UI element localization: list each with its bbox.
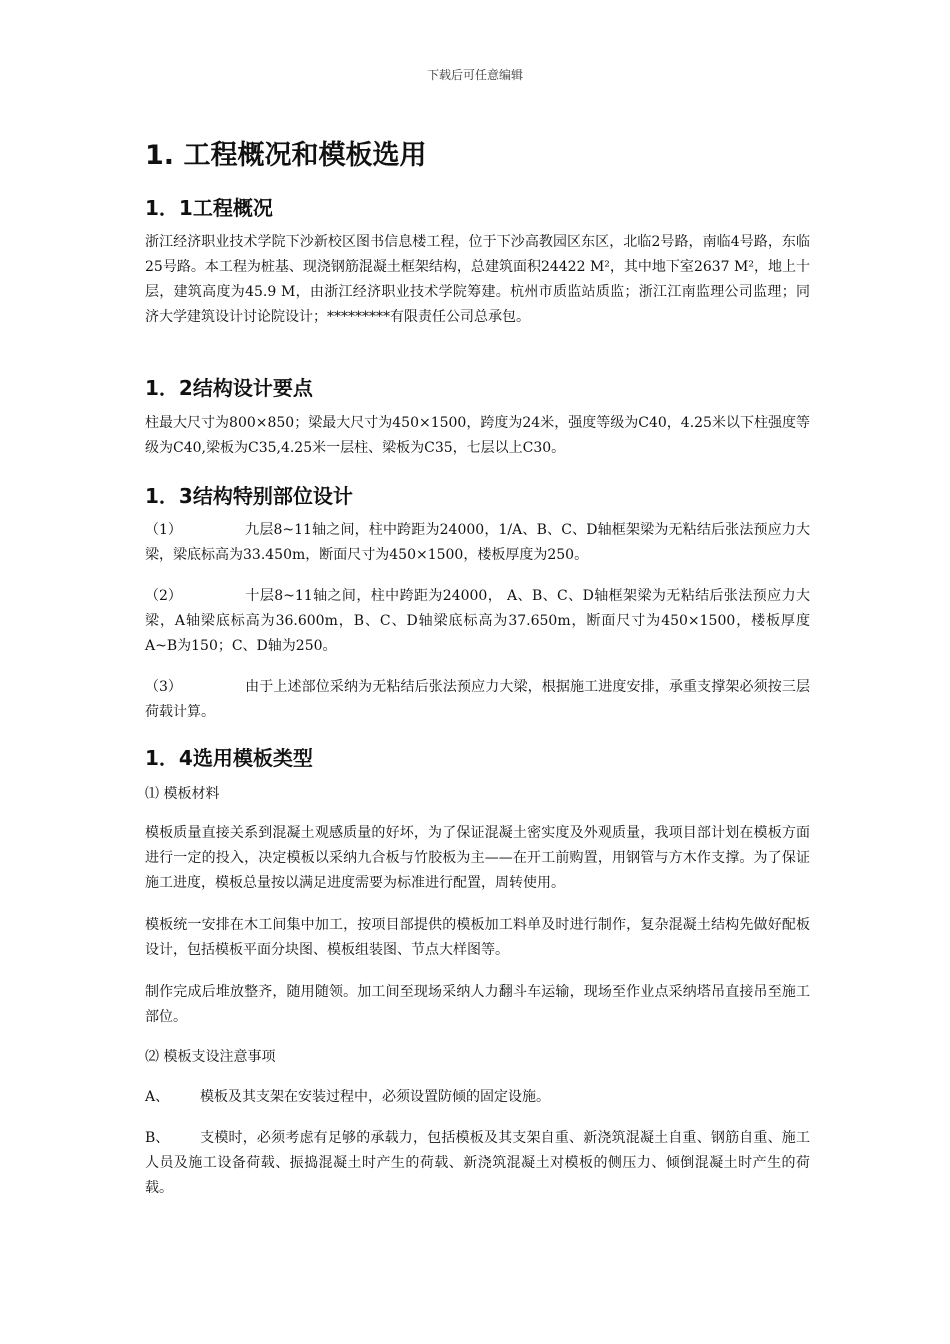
list-item-text: 模板及其支架在安装过程中，必须设置防倾的固定设施。 bbox=[200, 1089, 550, 1105]
list-item bbox=[145, 1085, 810, 1110]
list-item bbox=[145, 1126, 810, 1201]
list-item-text: 十层8~11轴之间，柱中跨距为24000， A、B、C、D轴框架梁为无粘结后张法预应力大梁，A轴梁底标高为36.600m，B、C、D轴梁底标高为37.650m，断面尺寸为450×1500，楼板厚度A~B为150；C、D轴为250。 bbox=[145, 588, 810, 654]
list-item bbox=[145, 584, 810, 659]
list-item-number: B、 bbox=[145, 1130, 170, 1146]
section-heading-1-4: 1．4选用模板类型 bbox=[145, 746, 313, 770]
document-title: 1. 工程概况和模板选用 bbox=[145, 140, 427, 171]
section-1-2-paragraph: 柱最大尺寸为800×850；梁最大尺寸为450×1500，跨度为24米，强度等级为C40，4.25米以下柱强度等级为C40,梁板为C35,4.25米一层柱、梁板为C35，七层以上C30。 bbox=[145, 415, 810, 456]
list-item-text: 支模时，必须考虑有足够的承载力，包括模板及其支架自重、新浇筑混凝土自重、钢筋自重、施工人员及施工设备荷载、振捣混凝土时产生的荷载、新浇筑混凝土对模板的侧压力、倾倒混凝土时产生的荷载。 bbox=[145, 1130, 810, 1196]
subheading-formwork-notes: ⑵ 模板支设注意事项 bbox=[145, 1049, 276, 1065]
list-item-number: （2） bbox=[145, 588, 182, 604]
section-heading-1-3: 1．3结构特别部位设计 bbox=[145, 484, 353, 508]
list-item bbox=[145, 518, 810, 568]
list-item-number: A、 bbox=[145, 1089, 170, 1105]
paragraph-formwork-transport: 制作完成后堆放整齐，随用随领。加工间至现场采纳人力翻斗车运输，现场至作业点采纳塔吊直接吊至施工部位。 bbox=[145, 984, 810, 1025]
paragraph-formwork-processing: 模板统一安排在木工间集中加工，按项目部提供的模板加工料单及时进行制作，复杂混凝土结构先做好配板设计，包括模板平面分块图、模板组装图、节点大样图等。 bbox=[145, 917, 810, 958]
list-item-number: （3） bbox=[145, 679, 182, 695]
list-item bbox=[145, 675, 810, 725]
list-item-text: 由于上述部位采纳为无粘结后张法预应力大梁，根据施工进度安排，承重支撑架必须按三层荷载计算。 bbox=[145, 679, 810, 720]
section-heading-1-1: 1．1工程概况 bbox=[145, 196, 273, 220]
page-header: 下载后可任意编辑 bbox=[426, 68, 523, 82]
list-item-text: 九层8~11轴之间，柱中跨距为24000，1/A、B、C、D轴框架梁为无粘结后张法预应力大梁，梁底标高为33.450m，断面尺寸为450×1500，楼板厚度为250。 bbox=[145, 522, 810, 563]
list-item-number: （1） bbox=[145, 522, 182, 538]
section-heading-1-2: 1．2结构设计要点 bbox=[145, 376, 313, 400]
paragraph-formwork-quality: 模板质量直接关系到混凝土观感质量的好坏，为了保证混凝土密实度及外观质量，我项目部计划在模板方面进行一定的投入，决定模板以采纳九合板与竹胶板为主——在开工前购置，用钢管与方木作支撑。为了保证施工进度，模板总量按以满足进度需要为标准进行配置，周转使用。 bbox=[145, 825, 810, 891]
subheading-formwork-material: ⑴ 模板材料 bbox=[145, 786, 220, 802]
section-1-1-paragraph: 浙江经济职业技术学院下沙新校区图书信息楼工程，位于下沙高教园区东区，北临2号路，南临4号路，东临25号路。本工程为桩基、现浇钢筋混凝土框架结构，总建筑面积24422 M²，其中地下室2637 M²，地上十层，建筑高度为45.9 M，由浙江经济职业技术学院筹建。杭州市质监站质监；浙江江南监理公司监理；同济大学建筑设计讨论院设计；*********有限责任公司总承包。 bbox=[145, 234, 810, 325]
